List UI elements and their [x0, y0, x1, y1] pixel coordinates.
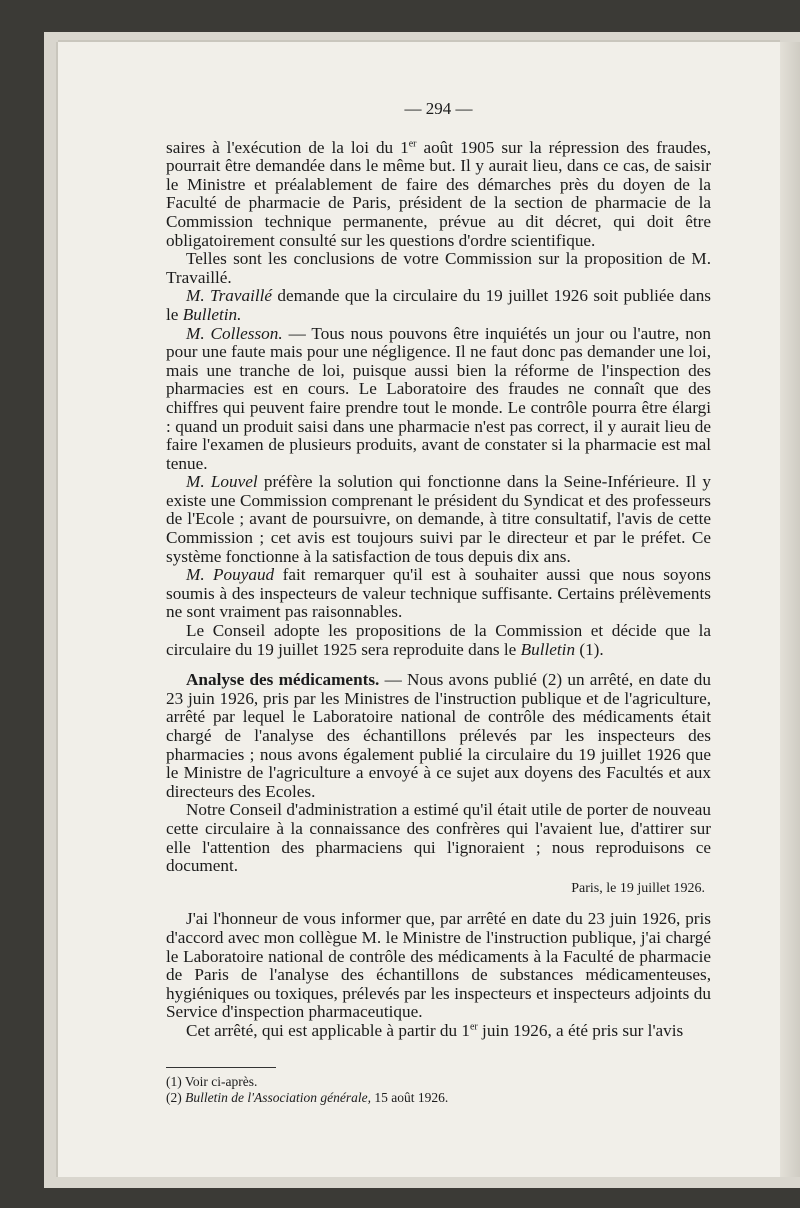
paragraph — [166, 1022, 711, 1041]
text-segment: Notre Conseil d'administration a estimé qu'il était utile de porter de nouveau cette circulaire à la connaissance des confrères qui l'avaient lue, d'attirer sur elle l'attention des pharmaciens qui l'ignoraient ; nous reproduisons ce document. — [166, 800, 711, 876]
footnote — [166, 1074, 711, 1090]
text-segment: juin 1926, a été pris sur l'avis — [477, 1020, 684, 1040]
text-segment: — Tous nous pouvons être inquiétés un jour ou l'autre, non pour une faute mais pour une négligence. Il ne faut donc pas demander une loi, mais une tranche de loi, puisque aussi bien la réforme de l'inspection des pharmacies est en cours. Le Laboratoire des fraudes ne connaît que des chiffres qui peuvent faire prendre tout le monde. Le contrôle pourra être élargi : quand un produit saisi dans une pharmacie n'est pas correct, il y aurait lieu de faire l'examen de plusieurs produits, avant de constater si la pharmacie est mal tenue. — [166, 323, 711, 473]
footnotes — [166, 1074, 711, 1106]
paragraph — [166, 801, 711, 875]
page-content — [166, 100, 711, 1106]
superscript: er — [469, 1021, 478, 1033]
text-segment: fait remarquer qu'il est à souhaiter aussi que nous soyons soumis à des inspecteurs de valeur technique suffisante. Certains prélèvements ne sont vraiment pas raisonnables. — [166, 565, 711, 622]
paragraph — [166, 566, 711, 622]
text-segment: Le Conseil adopte les propositions de la Commission et décide que la circulaire du 19 juillet 1925 sera reproduite dans le — [166, 621, 711, 659]
footnote-divider — [166, 1067, 276, 1068]
italic-text: M. Louvel — [186, 472, 258, 492]
text-segment: préfère la solution qui fonctionne dans la Seine-Inférieure. Il y existe une Commission comprenant le président du Syndicat et des professeurs de l'Ecole ; avant de poursuivre, on demande, à titre consultatif, l'avis de cette Commission ; cet avis est toujours suivi par le directeur et par le préfet. Ce système fonctionne à la satisfaction de tous depuis dix ans. — [166, 472, 711, 566]
letter-date-line: Paris, le 19 juillet 1926. — [571, 880, 705, 896]
paragraph — [166, 287, 711, 324]
paragraph — [166, 473, 711, 566]
italic-text: M. Pouyaud — [186, 565, 275, 585]
paragraph — [166, 250, 711, 287]
paragraph — [166, 910, 711, 1022]
page-number: — 294 — — [404, 99, 473, 118]
text-segment: — Nous avons publié (2) un arrêté, en date du 23 juin 1926, pris par les Ministres de l'instruction publique et de l'agriculture, arrêté par lequel le Laboratoire national de contrôle des médicaments était chargé de l'analyse des échantillons prélevés par les inspecteurs des pharmacies ; nous avons également publié la circulaire du 19 juillet 1926 que le Ministre de l'agriculture a envoyé à ce sujet aux doyens des Facultés et aux directeurs des Ecoles. — [166, 670, 711, 801]
paragraph — [166, 671, 711, 801]
paragraph — [166, 139, 711, 251]
body-text — [166, 139, 711, 876]
bold-heading: Analyse des médicaments. — [186, 670, 380, 690]
italic-text: M. Travaillé — [186, 286, 273, 306]
superscript: er — [408, 137, 417, 149]
text-segment: Cet arrêté, qui est applicable à partir du 1 — [186, 1020, 470, 1040]
italic-text: M. Collesson. — [186, 323, 283, 343]
text-segment: demande que la circulaire du 19 juillet 1926 soit publiée dans le — [166, 286, 711, 324]
paragraph — [166, 622, 711, 659]
text-segment: (2) — [166, 1089, 186, 1105]
text-segment: (1). — [575, 639, 604, 659]
letter-text — [166, 910, 711, 1040]
italic-text: Bulletin de l'Association générale, — [185, 1089, 371, 1105]
text-segment: Telles sont les conclusions de votre Commission sur la proposition de M. Travaillé. — [166, 249, 711, 287]
text-segment: J'ai l'honneur de vous informer que, par arrêté en date du 23 juin 1926, pris d'accord avec mon collègue M. le Ministre de l'instruction publique, j'ai chargé le Laboratoire national de contrôle des médicaments à la Faculté de pharmacie de Paris de l'analyse des échantillons de substances médicamenteuses, hygiéniques ou toxiques, prélevés par les inspecteurs et inspecteurs adjoints du Service d'inspection pharmaceutique. — [166, 909, 711, 1022]
text-segment: (1) Voir ci-après. — [166, 1073, 258, 1089]
footnote — [166, 1090, 711, 1106]
page-edge — [780, 42, 800, 1177]
italic-text: Bulletin. — [182, 304, 242, 324]
text-segment: 15 août 1926. — [370, 1089, 449, 1105]
italic-text: Bulletin — [520, 639, 576, 659]
paragraph — [166, 325, 711, 474]
text-segment: saires à l'exécution de la loi du 1 — [166, 137, 409, 157]
text-segment: août 1905 sur la répression des fraudes, pourrait être demandée dans le même but. Il y aurait lieu, dans ce cas, de saisir le Ministre et préalablement de faire des démarches près du doyen de la Faculté de pharmacie de Paris, président de la section de pharmacie de la Commission technique permanente, prévue au dit décret, qui doit être obligatoirement consulté sur les questions d'ordre scientifique. — [166, 137, 711, 250]
